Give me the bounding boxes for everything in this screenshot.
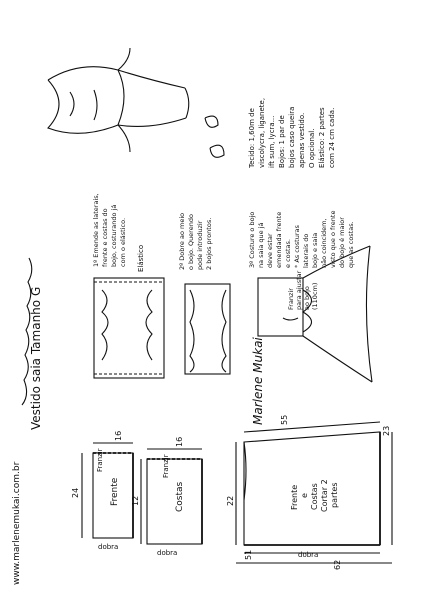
costas-label: Costas (175, 481, 185, 512)
gather-note-line-4: (110cm) (311, 282, 319, 310)
step-3-line-4: emendada frente (275, 211, 283, 268)
saia-label-line-4: Cortar 2 (320, 479, 329, 512)
saia-label-line-5: partes (330, 482, 339, 508)
dress-sketch (48, 48, 224, 157)
step-3-line-7: laterais do (302, 233, 310, 268)
step-3-line-1: 3º Costure o bojo (248, 211, 256, 268)
saia-side-height: 22 (226, 495, 235, 506)
step-3-line-9: não coincidem, (320, 218, 328, 268)
saia-hem-width: 51 (244, 549, 253, 560)
costas-width: 16 (175, 436, 184, 447)
materials-line-6: apenas vestido. (298, 112, 306, 168)
materials-line-2: viscolycra, liganete, (258, 97, 266, 168)
step-2-line-2: o bojo. Querendo (187, 214, 195, 270)
saia-fold: dobra (298, 551, 319, 559)
step-3-line-6: * As costuras (293, 225, 301, 268)
costas-piece (131, 437, 202, 557)
step-3 (248, 211, 355, 268)
materials-line-1: Tecido: 1,60m de (248, 108, 256, 168)
materials-line-3: ift sum, lycra... (268, 115, 276, 168)
saia-height: 55 (280, 414, 289, 425)
step-1-line-1: 1º Emende as laterais, (92, 193, 100, 267)
step-3-line-5: e costas. (284, 239, 292, 268)
step-3-line-10: visto que o frente (329, 210, 337, 268)
saia-label-line-3: Costas (310, 483, 319, 510)
saia-label-line-1: Frente (290, 484, 299, 510)
step-1 (92, 193, 127, 267)
materials-line-8: Elástico: 2 partes (318, 107, 326, 168)
frente-width: 16 (114, 430, 123, 441)
elastic-label: Elástico (137, 244, 145, 272)
materials-line-5: bojos caso queira (288, 106, 296, 168)
materials-line-7: O opcional. (308, 128, 316, 168)
signature-text: Marlene Mukai (251, 337, 265, 425)
step-2-line-3: pode introduzir (196, 220, 204, 270)
step-3-line-2: na saia que já (257, 222, 265, 268)
step-1-line-2: frente e costas do (101, 208, 109, 267)
frente-fold: dobra (98, 543, 119, 551)
costas-gather: Franzir (162, 454, 170, 478)
frente-piece (71, 431, 133, 551)
step-3-line-3: deve estar (266, 233, 274, 268)
gather-note-line-2: para ajustar (295, 270, 303, 310)
bodice-flat-drawing (94, 278, 164, 378)
step-2-line-4: 2 bojos prontos. (205, 217, 213, 270)
step-2 (178, 213, 213, 270)
frente-label: Frente (110, 477, 120, 506)
saia-piece (226, 415, 392, 570)
page-title: Vestido saia Tamanho G (29, 286, 43, 430)
costas-fold: dobra (157, 549, 178, 557)
step-2-line-1: 2º Dobre ao meio (178, 212, 186, 270)
materials-line-9: com 24 cm cada. (328, 107, 336, 168)
materials-line-4: Bojos: 1 par de (278, 115, 286, 168)
frente-gather: Franzir (96, 448, 104, 472)
website-text: www.marlenemukai.com.br (12, 461, 22, 585)
step-1-line-4: com o elástico. (119, 217, 127, 267)
saia-hem-total: 62 (333, 559, 342, 570)
gather-note-line-1: Franzir (287, 288, 295, 310)
materials-list (248, 98, 336, 169)
costas-height: 12 (131, 495, 140, 506)
step-1-line-3: bojo, costurando já (110, 204, 118, 267)
step-3-line-11: do bojo é maior (338, 217, 346, 268)
frente-height: 24 (71, 487, 80, 498)
saia-label-line-2: e (300, 493, 309, 498)
saia-waist: 23 (382, 425, 391, 436)
step-3-line-12: que as costas. (347, 221, 355, 268)
step-3-line-8: bojo e saia (311, 232, 319, 268)
bodice-folded-drawing (185, 284, 230, 374)
gather-note-line-3: ao bojo (303, 286, 311, 310)
